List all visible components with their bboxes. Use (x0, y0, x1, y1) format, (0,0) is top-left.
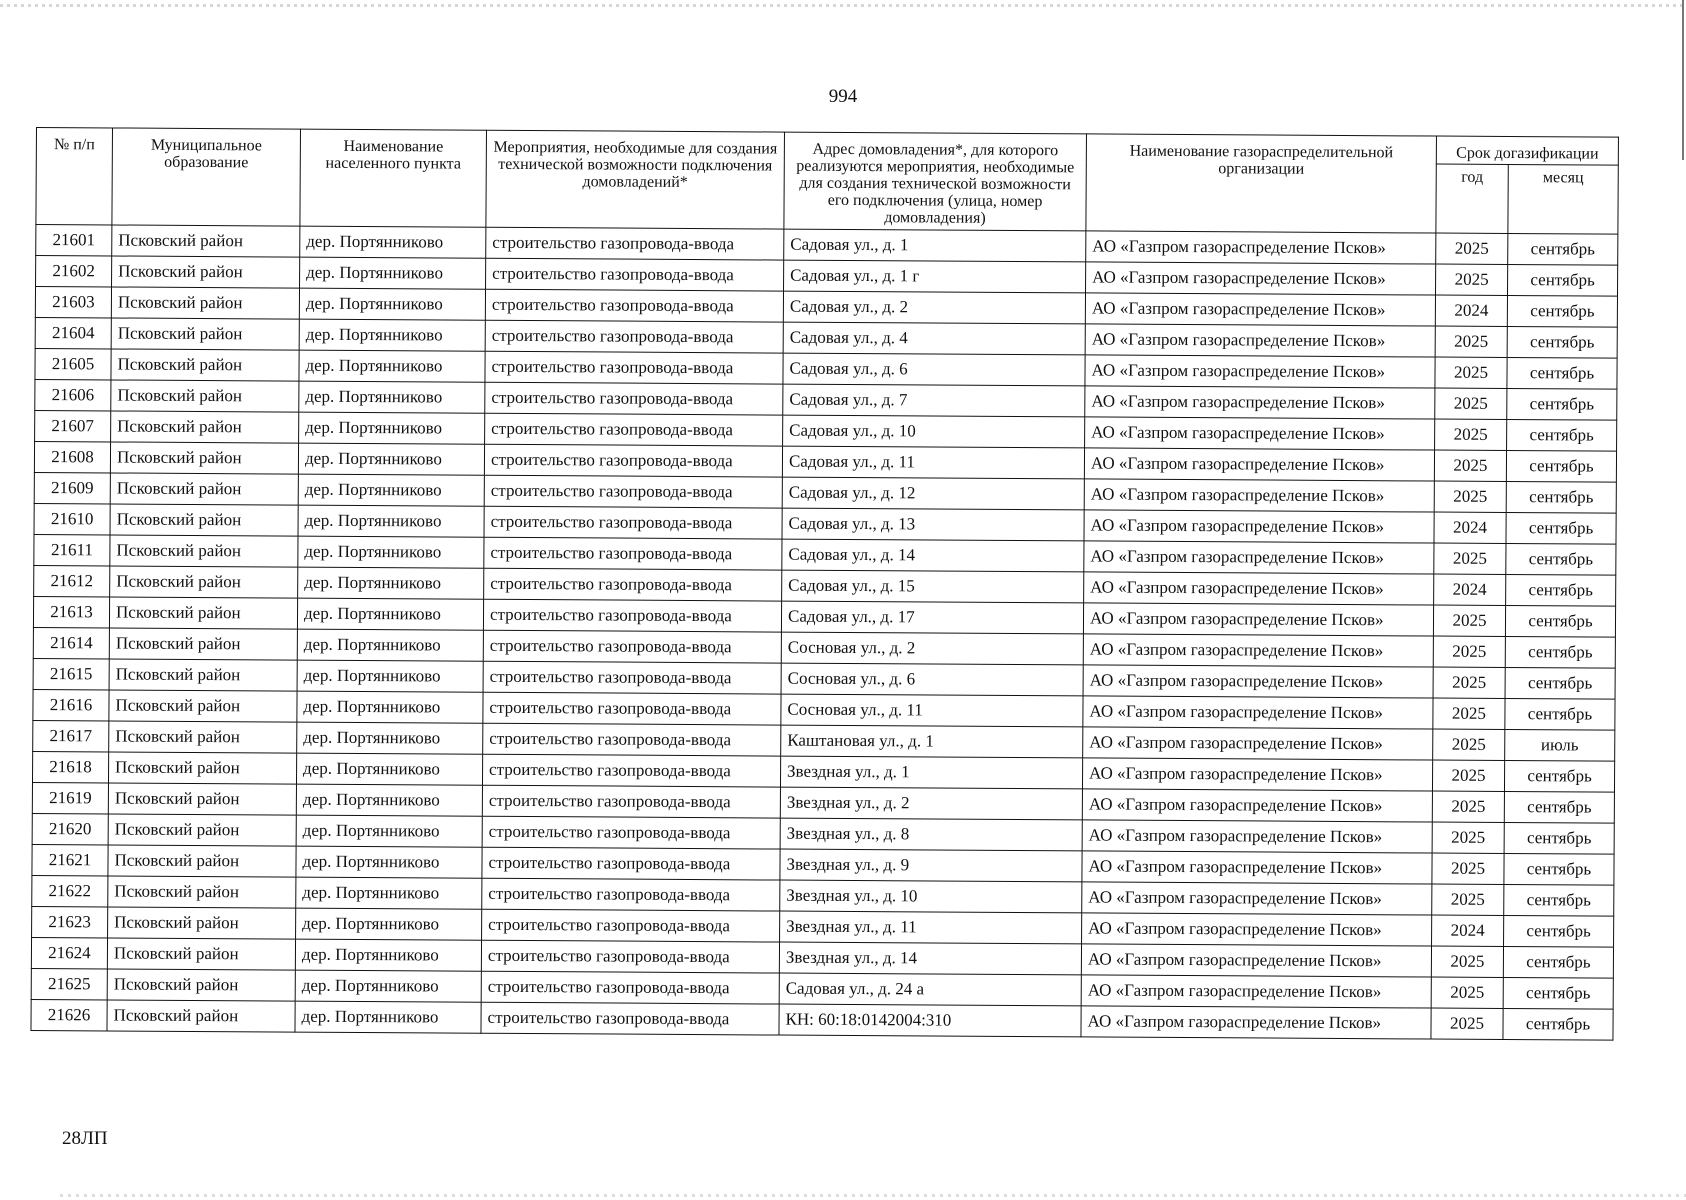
cell-settlement: дер. Портянниково (296, 815, 482, 847)
cell-municipality: Псковский район (109, 690, 297, 722)
cell-year: 2025 (1431, 946, 1503, 977)
cell-measure: строительство газопровода-ввода (485, 382, 783, 415)
cell-address: Садовая ул., д. 1 г (784, 260, 1086, 293)
cell-measure: строительство газопровода-ввода (483, 599, 781, 632)
cell-municipality: Псковский район (110, 566, 298, 598)
cell-year: 2025 (1431, 1008, 1503, 1039)
cell-num: 21625 (31, 968, 107, 999)
cell-year: 2025 (1433, 636, 1505, 667)
cell-municipality: Псковский район (108, 783, 296, 815)
cell-month: сентябрь (1505, 698, 1615, 730)
cell-address: Сосновая ул., д. 6 (781, 663, 1083, 696)
cell-year: 2025 (1432, 884, 1504, 915)
cell-settlement: дер. Портянниково (299, 412, 485, 444)
cell-address: Садовая ул., д. 10 (783, 415, 1085, 448)
cell-month: сентябрь (1504, 884, 1614, 916)
cell-organization: АО «Газпром газораспределение Псков» (1083, 634, 1433, 667)
cell-month: сентябрь (1508, 233, 1618, 265)
cell-settlement: дер. Портянниково (298, 536, 484, 568)
cell-num: 21601 (36, 225, 112, 256)
header-year: год (1436, 164, 1508, 233)
cell-address: Садовая ул., д. 14 (782, 539, 1084, 572)
cell-organization: АО «Газпром газораспределение Псков» (1083, 665, 1433, 698)
cell-month: сентябрь (1503, 977, 1613, 1009)
footer-code: 28ЛП (62, 1128, 108, 1149)
cell-settlement: дер. Портянниково (296, 846, 482, 878)
cell-year: 2025 (1433, 667, 1505, 698)
cell-organization: АО «Газпром газораспределение Псков» (1084, 541, 1434, 574)
cell-settlement: дер. Портянниково (299, 288, 485, 320)
cell-measure: строительство газопровода-ввода (484, 537, 782, 570)
cell-municipality: Псковский район (109, 721, 297, 753)
cell-address: Садовая ул., д. 2 (783, 291, 1085, 324)
cell-address: Звездная ул., д. 8 (780, 818, 1082, 851)
cell-num: 21622 (32, 875, 108, 906)
cell-num: 21615 (33, 658, 109, 689)
cell-measure: строительство газопровода-ввода (484, 475, 782, 508)
cell-num: 21616 (33, 689, 109, 720)
cell-month: сентябрь (1507, 357, 1617, 389)
scan-edge-right (1682, 0, 1684, 160)
cell-year: 2024 (1434, 512, 1506, 543)
cell-measure: строительство газопровода-ввода (482, 785, 780, 818)
scan-edge-top (0, 4, 1686, 7)
cell-municipality: Псковский район (110, 473, 298, 505)
cell-municipality: Псковский район (107, 969, 295, 1001)
cell-year: 2025 (1436, 233, 1508, 264)
header-num: № п/п (36, 128, 113, 225)
cell-num: 21605 (35, 348, 111, 379)
cell-num: 21606 (35, 379, 111, 410)
cell-year: 2024 (1434, 574, 1506, 605)
cell-year: 2025 (1435, 419, 1507, 450)
cell-settlement: дер. Портянниково (297, 660, 483, 692)
cell-measure: строительство газопровода-ввода (483, 723, 781, 756)
cell-address: Сосновая ул., д. 11 (781, 694, 1083, 727)
cell-num: 21611 (34, 534, 110, 565)
cell-settlement: дер. Портянниково (297, 691, 483, 723)
cell-address: Звездная ул., д. 9 (780, 849, 1082, 882)
cell-month: сентябрь (1506, 512, 1616, 544)
cell-address: Садовая ул., д. 6 (783, 353, 1085, 386)
cell-month: сентябрь (1507, 295, 1617, 327)
cell-settlement: дер. Портянниково (299, 319, 485, 351)
cell-measure: строительство газопровода-ввода (485, 413, 783, 446)
cell-measure: строительство газопровода-ввода (482, 847, 780, 880)
cell-municipality: Псковский район (108, 752, 296, 784)
cell-num: 21613 (33, 596, 109, 627)
cell-measure: строительство газопровода-ввода (484, 568, 782, 601)
cell-num: 21626 (31, 999, 107, 1030)
cell-num: 21620 (32, 813, 108, 844)
cell-num: 21609 (34, 472, 110, 503)
cell-municipality: Псковский район (111, 411, 299, 443)
cell-municipality: Псковский район (109, 659, 297, 691)
cell-measure: строительство газопровода-ввода (485, 351, 783, 384)
cell-municipality: Псковский район (107, 1000, 295, 1032)
cell-organization: АО «Газпром газораспределение Псков» (1082, 820, 1432, 853)
cell-municipality: Псковский район (110, 442, 298, 474)
cell-municipality: Псковский район (108, 814, 296, 846)
cell-organization: АО «Газпром газораспределение Псков» (1085, 355, 1435, 388)
cell-num: 21617 (33, 720, 109, 751)
cell-organization: АО «Газпром газораспределение Псков» (1081, 944, 1431, 977)
table-header (36, 128, 1619, 235)
cell-organization: АО «Газпром газораспределение Псков» (1085, 386, 1435, 419)
cell-month: сентябрь (1507, 419, 1617, 451)
cell-organization: АО «Газпром газораспределение Псков» (1083, 603, 1433, 636)
cell-address: Садовая ул., д. 13 (782, 508, 1084, 541)
cell-num: 21604 (35, 317, 111, 348)
header-address: Адрес домовладения*, для которого реализуются мероприятия, необходимые для создания технической возможности его подключения (улица, номер домовладения) (784, 132, 1087, 231)
cell-month: сентябрь (1503, 946, 1613, 978)
cell-year: 2025 (1432, 853, 1504, 884)
cell-address: Звездная ул., д. 10 (780, 880, 1082, 913)
cell-municipality: Псковский район (108, 907, 296, 939)
cell-settlement: дер. Портянниково (300, 226, 486, 258)
header-measures: Мероприятия, необходимые для создания технической возможности подключения домовладений* (486, 130, 785, 229)
cell-settlement: дер. Портянниково (295, 1001, 481, 1033)
cell-year: 2024 (1435, 295, 1507, 326)
cell-num: 21612 (34, 565, 110, 596)
cell-measure: строительство газопровода-ввода (486, 258, 784, 291)
cell-municipality: Псковский район (112, 256, 300, 288)
cell-organization: АО «Газпром газораспределение Псков» (1084, 572, 1434, 605)
header-month: месяц (1508, 164, 1618, 234)
cell-month: сентябрь (1507, 264, 1617, 296)
cell-num: 21608 (34, 441, 110, 472)
cell-address: Садовая ул., д. 1 (784, 229, 1086, 262)
cell-month: сентябрь (1507, 388, 1617, 420)
cell-measure: строительство газопровода-ввода (483, 661, 781, 694)
cell-organization: АО «Газпром газораспределение Псков» (1082, 851, 1432, 884)
cell-organization: АО «Газпром газораспределение Псков» (1082, 789, 1432, 822)
cell-measure: строительство газопровода-ввода (484, 506, 782, 539)
cell-municipality: Псковский район (111, 318, 299, 350)
cell-organization: АО «Газпром газораспределение Псков» (1084, 448, 1434, 481)
cell-month: сентябрь (1503, 1008, 1613, 1040)
cell-month: сентябрь (1504, 822, 1614, 854)
cell-settlement: дер. Портянниково (297, 722, 483, 754)
scan-edge-bottom (60, 1194, 1686, 1197)
cell-month: сентябрь (1507, 326, 1617, 358)
cell-measure: строительство газопровода-ввода (482, 878, 780, 911)
cell-organization: АО «Газпром газораспределение Псков» (1081, 1006, 1431, 1039)
cell-measure: строительство газопровода-ввода (482, 754, 780, 787)
cell-address: КН: 60:18:0142004:310 (779, 1004, 1081, 1037)
cell-address: Каштановая ул., д. 1 (781, 725, 1083, 758)
cell-measure: строительство газопровода-ввода (483, 692, 781, 725)
cell-municipality: Псковский район (111, 287, 299, 319)
cell-month: сентябрь (1506, 450, 1616, 482)
cell-organization: АО «Газпром газораспределение Псков» (1084, 510, 1434, 543)
cell-year: 2025 (1432, 822, 1504, 853)
cell-num: 21610 (34, 503, 110, 534)
cell-municipality: Псковский район (109, 597, 297, 629)
cell-measure: строительство газопровода-ввода (485, 320, 783, 353)
cell-month: сентябрь (1505, 636, 1615, 668)
cell-organization: АО «Газпром газораспределение Псков» (1083, 727, 1433, 760)
cell-month: сентябрь (1504, 791, 1614, 823)
cell-settlement: дер. Портянниково (298, 567, 484, 599)
cell-organization: АО «Газпром газораспределение Псков» (1085, 324, 1435, 357)
cell-municipality: Псковский район (109, 628, 297, 660)
cell-measure: строительство газопровода-ввода (481, 1002, 779, 1035)
cell-organization: АО «Газпром газораспределение Псков» (1085, 417, 1435, 450)
cell-year: 2025 (1433, 729, 1505, 760)
header-municipality: Муниципальное образование (112, 128, 301, 226)
cell-year: 2025 (1432, 791, 1504, 822)
cell-measure: строительство газопровода-ввода (481, 971, 779, 1004)
cell-settlement: дер. Портянниково (297, 629, 483, 661)
cell-measure: строительство газопровода-ввода (482, 816, 780, 849)
cell-municipality: Псковский район (108, 876, 296, 908)
cell-settlement: дер. Портянниково (298, 505, 484, 537)
cell-settlement: дер. Портянниково (296, 784, 482, 816)
cell-settlement: дер. Портянниково (298, 474, 484, 506)
cell-municipality: Псковский район (111, 380, 299, 412)
cell-year: 2025 (1434, 481, 1506, 512)
cell-municipality: Псковский район (112, 225, 300, 257)
cell-year: 2025 (1434, 543, 1506, 574)
cell-num: 21619 (32, 782, 108, 813)
cell-year: 2025 (1435, 357, 1507, 388)
cell-address: Садовая ул., д. 17 (781, 601, 1083, 634)
cell-settlement: дер. Портянниково (298, 443, 484, 475)
cell-settlement: дер. Портянниково (299, 350, 485, 382)
cell-year: 2025 (1435, 326, 1507, 357)
cell-num: 21614 (33, 627, 109, 658)
cell-year: 2025 (1434, 450, 1506, 481)
cell-measure: строительство газопровода-ввода (484, 444, 782, 477)
cell-settlement: дер. Портянниково (296, 753, 482, 785)
cell-settlement: дер. Портянниково (297, 598, 483, 630)
cell-month: июль (1505, 729, 1615, 761)
cell-num: 21621 (32, 844, 108, 875)
cell-organization: АО «Газпром газораспределение Псков» (1083, 696, 1433, 729)
cell-measure: строительство газопровода-ввода (483, 630, 781, 663)
cell-settlement: дер. Портянниково (295, 939, 481, 971)
cell-num: 21602 (36, 256, 112, 287)
cell-address: Звездная ул., д. 2 (780, 787, 1082, 820)
cell-address: Садовая ул., д. 15 (782, 570, 1084, 603)
cell-month: сентябрь (1506, 481, 1616, 513)
cell-measure: строительство газопровода-ввода (481, 940, 779, 973)
gasification-table (30, 127, 1619, 1041)
cell-settlement: дер. Портянниково (300, 257, 486, 289)
cell-settlement: дер. Портянниково (299, 381, 485, 413)
cell-month: сентябрь (1505, 667, 1615, 699)
header-term: Срок догазификации (1436, 136, 1618, 165)
cell-municipality: Псковский район (110, 535, 298, 567)
cell-municipality: Псковский район (108, 845, 296, 877)
cell-organization: АО «Газпром газораспределение Псков» (1081, 975, 1431, 1008)
cell-month: сентябрь (1504, 853, 1614, 885)
cell-organization: АО «Газпром газораспределение Псков» (1086, 231, 1436, 264)
cell-address: Садовая ул., д. 24 а (779, 973, 1081, 1006)
cell-address: Садовая ул., д. 11 (782, 446, 1084, 479)
cell-year: 2025 (1432, 760, 1504, 791)
cell-municipality: Псковский район (110, 504, 298, 536)
cell-address: Звездная ул., д. 11 (780, 911, 1082, 944)
cell-measure: строительство газопровода-ввода (486, 227, 784, 260)
cell-settlement: дер. Портянниково (295, 970, 481, 1002)
header-settlement: Наименование населенного пункта (300, 129, 487, 227)
cell-year: 2025 (1435, 264, 1507, 295)
cell-address: Садовая ул., д. 7 (783, 384, 1085, 417)
cell-measure: строительство газопровода-ввода (485, 289, 783, 322)
cell-month: сентябрь (1506, 574, 1616, 606)
cell-year: 2025 (1435, 388, 1507, 419)
cell-organization: АО «Газпром газораспределение Псков» (1082, 758, 1432, 791)
cell-num: 21607 (35, 410, 111, 441)
cell-organization: АО «Газпром газораспределение Псков» (1086, 262, 1436, 295)
cell-num: 21603 (35, 287, 111, 318)
cell-num: 21623 (32, 906, 108, 937)
cell-month: сентябрь (1506, 543, 1616, 575)
cell-organization: АО «Газпром газораспределение Псков» (1085, 293, 1435, 326)
cell-month: сентябрь (1504, 760, 1614, 792)
cell-organization: АО «Газпром газораспределение Псков» (1084, 479, 1434, 512)
cell-municipality: Псковский район (107, 938, 295, 970)
page-number: 994 (828, 86, 858, 107)
cell-settlement: дер. Портянниково (296, 908, 482, 940)
cell-address: Сосновая ул., д. 2 (781, 632, 1083, 665)
cell-address: Звездная ул., д. 1 (780, 756, 1082, 789)
cell-measure: строительство газопровода-ввода (482, 909, 780, 942)
cell-organization: АО «Газпром газораспределение Псков» (1082, 913, 1432, 946)
cell-organization: АО «Газпром газораспределение Псков» (1082, 882, 1432, 915)
cell-address: Садовая ул., д. 12 (782, 477, 1084, 510)
cell-address: Звездная ул., д. 14 (779, 942, 1081, 975)
cell-month: сентябрь (1505, 605, 1615, 637)
cell-year: 2025 (1431, 977, 1503, 1008)
cell-year: 2025 (1433, 605, 1505, 636)
cell-num: 21618 (32, 751, 108, 782)
cell-settlement: дер. Портянниково (296, 877, 482, 909)
table-body (31, 225, 1618, 1041)
cell-year: 2025 (1433, 698, 1505, 729)
cell-municipality: Псковский район (111, 349, 299, 381)
cell-address: Садовая ул., д. 4 (783, 322, 1085, 355)
header-organization: Наименование газораспределительной организации (1086, 134, 1437, 233)
cell-year: 2024 (1432, 915, 1504, 946)
cell-month: сентябрь (1504, 915, 1614, 947)
cell-num: 21624 (31, 937, 107, 968)
